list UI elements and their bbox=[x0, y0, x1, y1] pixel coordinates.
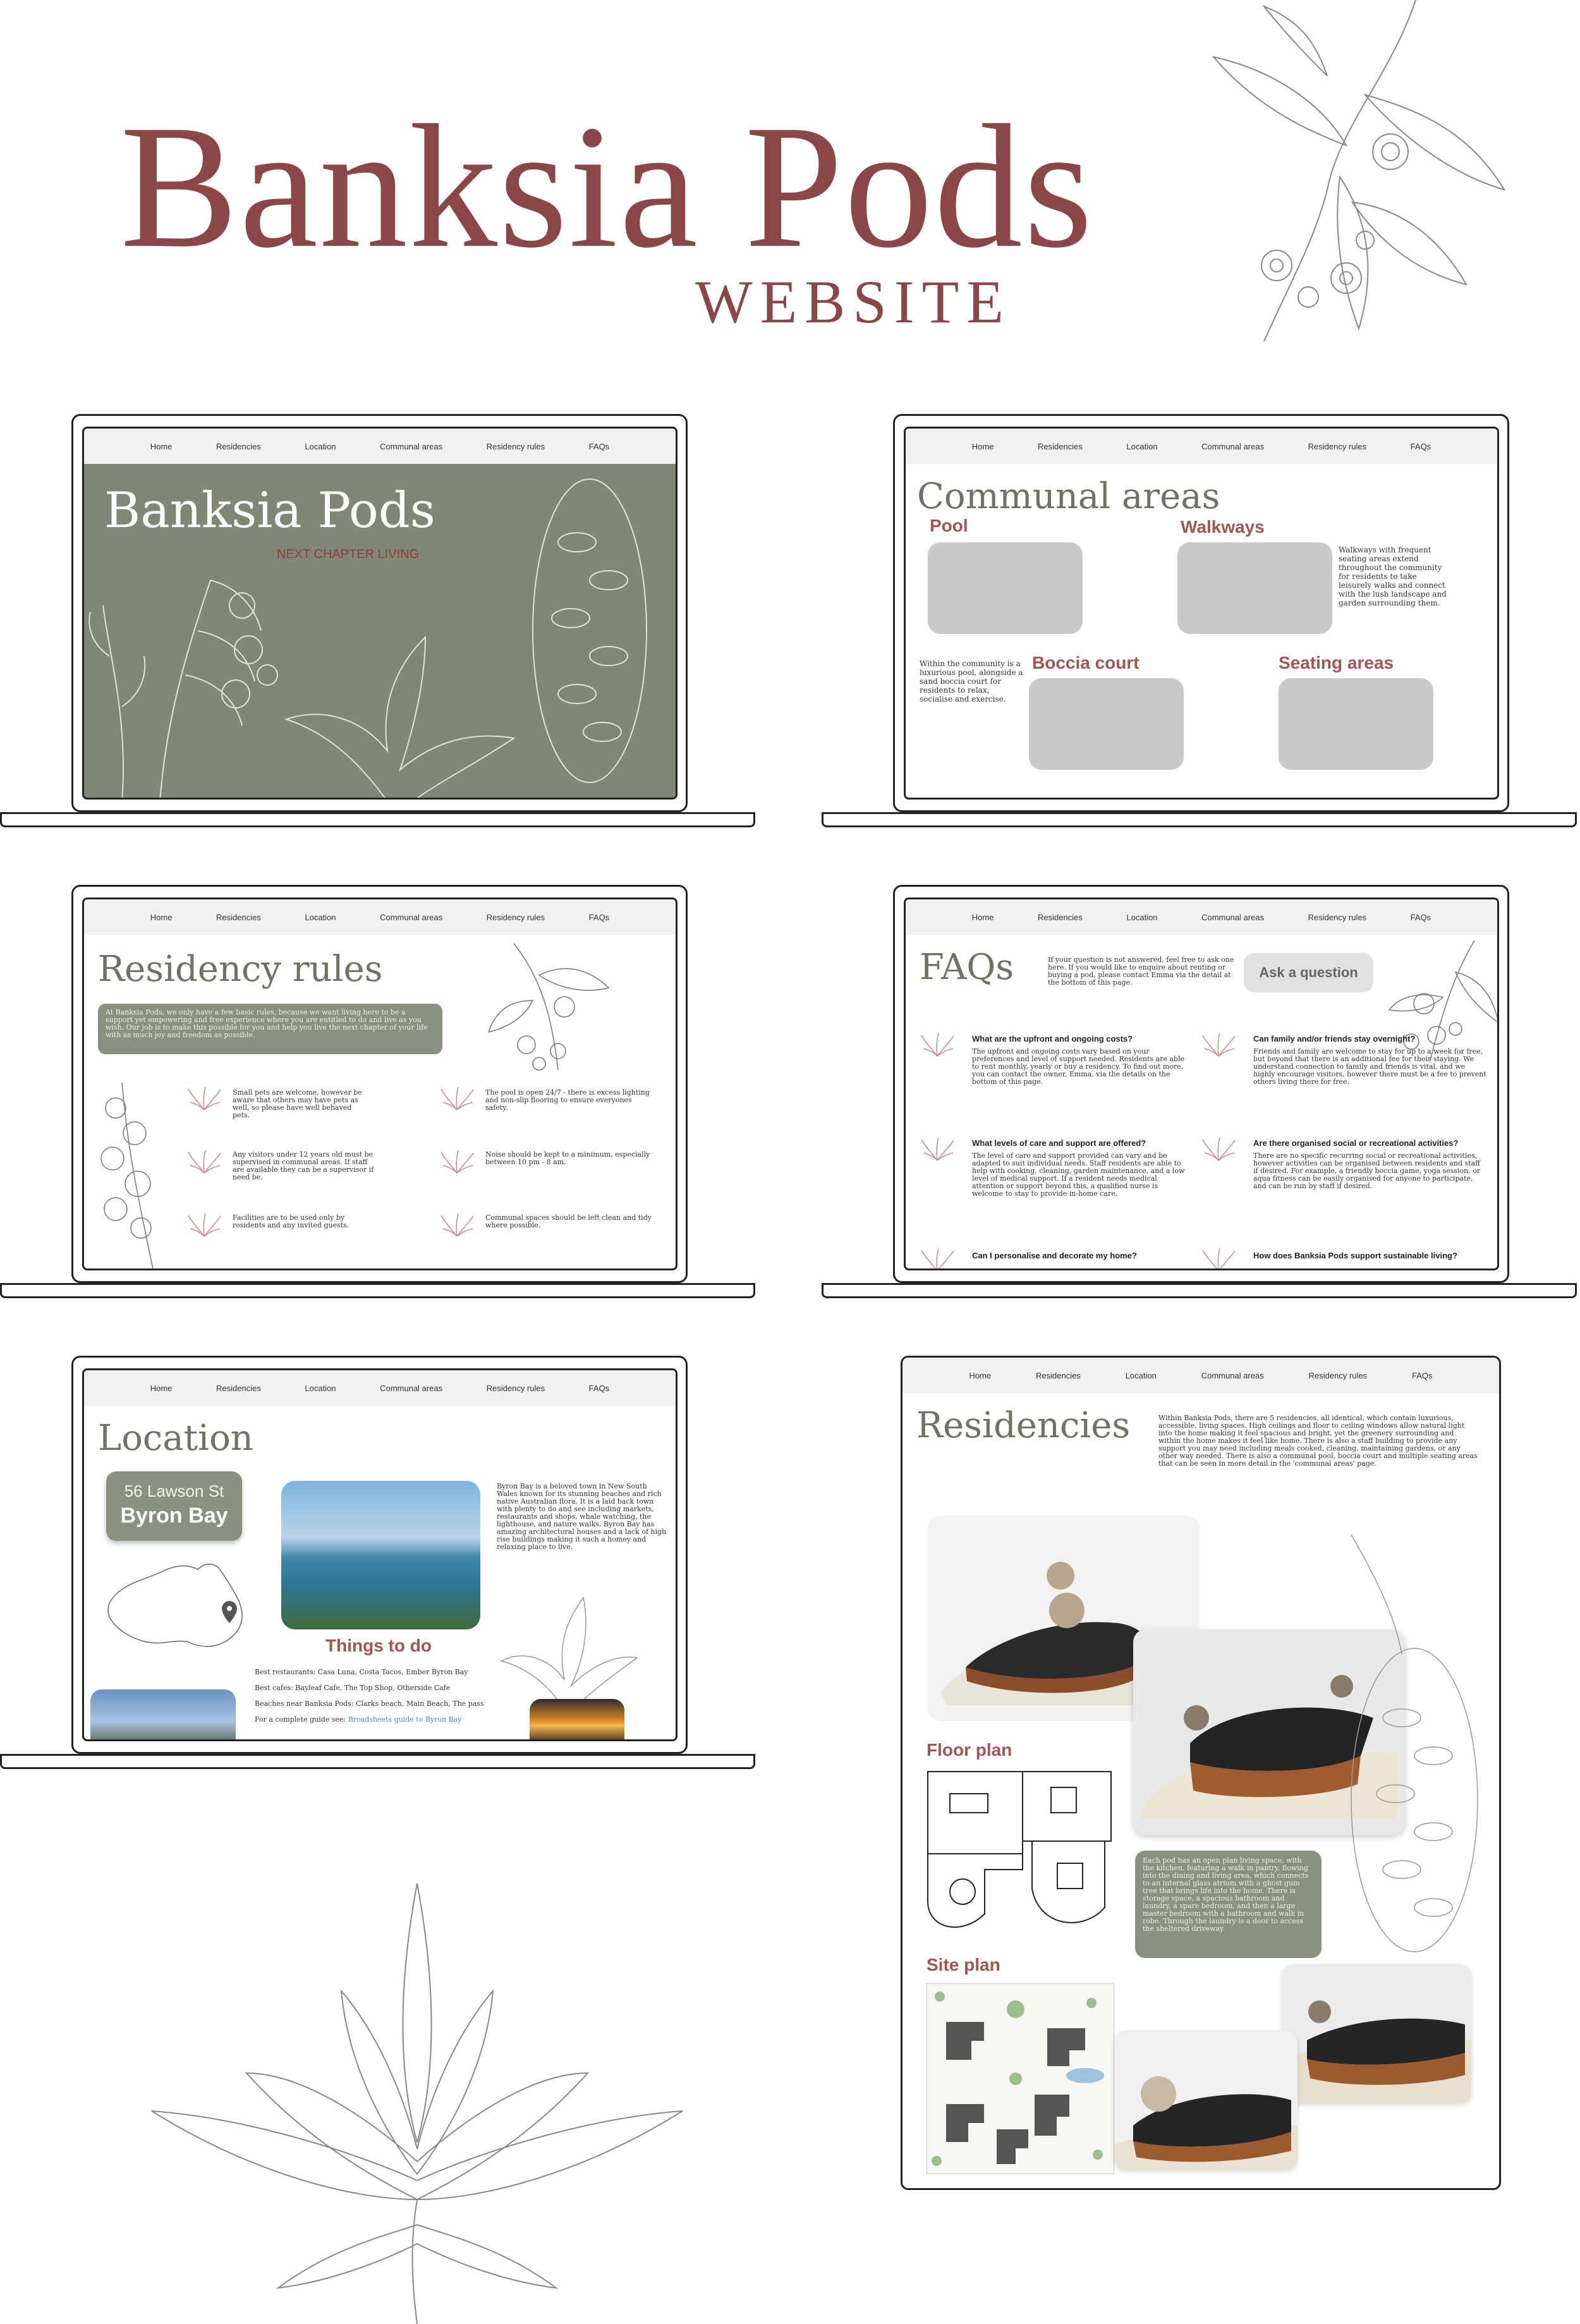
protea-icon bbox=[185, 1086, 223, 1111]
hero-subtitle: WEBSITE bbox=[695, 268, 1011, 336]
page-title: Location bbox=[98, 1418, 253, 1459]
faq-answer-2: Friends and family are welcome to stay for up to a week for free, but beyond that there is an additional fee for their staying. We understand connection to family and friends is vital, and we highly encourage visitors, however there must be a fee to prevent others living there for free. bbox=[1253, 1047, 1486, 1086]
site-plan-heading: Site plan bbox=[927, 1955, 1000, 1974]
nav-residencies[interactable]: Residencies bbox=[1036, 1370, 1081, 1380]
pod-description: Each pod has an open plan living space, with the kitchen, featuring a walk in pantry, flowing into the dining and living area, which connects to an internal glass atrium with a ghost gum tree that brings life into the home. There is storage space, a spacious bathroom and laundry, a spare bedroom, and then a large master bedroom with a bathroom and walk in robe. Through the laundry is a door to access the sheltered driveway. bbox=[1135, 1851, 1322, 1958]
laptop-communal bbox=[822, 414, 1577, 837]
nav-residencies[interactable]: Residencies bbox=[1038, 441, 1083, 451]
protea-icon bbox=[1200, 1136, 1237, 1162]
top-nav bbox=[906, 429, 1497, 464]
nav-location[interactable]: Location bbox=[1126, 912, 1158, 922]
rule-6: Communal spaces should be left clean and tidy where possible. bbox=[485, 1214, 652, 1229]
nav-faqs[interactable]: FAQs bbox=[588, 441, 610, 451]
address-card bbox=[106, 1471, 242, 1541]
australia-map bbox=[103, 1557, 255, 1652]
protea-icon bbox=[438, 1086, 476, 1111]
nav-rules[interactable]: Residency rules bbox=[1308, 1370, 1368, 1380]
things-1: Best restaurants: Casa Luna, Costa Tacos, Ember Byron Bay bbox=[255, 1668, 468, 1676]
nav-faqs[interactable]: FAQs bbox=[588, 912, 610, 922]
nav-rules[interactable]: Residency rules bbox=[486, 1383, 545, 1393]
nav-home[interactable]: Home bbox=[150, 441, 173, 451]
nav-communal[interactable]: Communal areas bbox=[1201, 912, 1265, 922]
faq-question-4[interactable]: Are there organised social or recreational activities? bbox=[1253, 1138, 1459, 1148]
protea-icon bbox=[438, 1149, 476, 1174]
gum-branch-illustration bbox=[489, 937, 615, 1076]
rules-intro: At Banksia Pods, we only have a few basic rules, because we want living here to be a support yet empowering and free experience where you are entitled to do and live as you wish. Our job is to make this possible for you and help you live the next chapter of your life with as much joy and freedom as possible. bbox=[98, 1004, 442, 1054]
nav-rules[interactable]: Residency rules bbox=[486, 441, 545, 451]
page-title: FAQs bbox=[920, 947, 1014, 988]
pool-image bbox=[928, 542, 1083, 634]
hero-title: Banksia Pods bbox=[120, 88, 1094, 284]
laptop-rules bbox=[0, 885, 755, 1308]
nav-faqs[interactable]: FAQs bbox=[1410, 441, 1431, 451]
page-title: Residencies bbox=[916, 1405, 1131, 1446]
faqs-screen bbox=[904, 897, 1499, 1270]
nav-faqs[interactable]: FAQs bbox=[1411, 1370, 1433, 1380]
protea-icon bbox=[918, 1136, 956, 1162]
location-about: Byron Bay is a beloved town in New South Wales known for its stunning beaches and rich native Australian flora. It is a laid back town with plenty to do and see including markets, restaurants and shops, whale watching, the lighthouse, and nature walks. Byron Bay has amazing architectural houses and a lack of high rise buildings making it such a homey and relaxing place to live. bbox=[497, 1482, 667, 1551]
nav-communal[interactable]: Communal areas bbox=[380, 441, 443, 451]
protea-icon bbox=[1200, 1032, 1237, 1057]
protea-icon bbox=[1200, 1247, 1237, 1270]
byron-photo bbox=[90, 1689, 236, 1741]
protea-icon bbox=[185, 1149, 223, 1174]
faqs-intro: If your question is not answered, feel free to ask one here. If you would like to enquire about renting or buying a pod, please contact Emma via the detail at the bottom of this page. bbox=[1048, 956, 1234, 987]
home-screen bbox=[82, 427, 678, 800]
rule-1: Small pets are welcome, however be aware that others may have pets as well, so please have well behaved pets. bbox=[233, 1088, 362, 1119]
rules-screen bbox=[82, 897, 678, 1270]
protea-icon bbox=[438, 1212, 476, 1238]
nav-communal[interactable]: Communal areas bbox=[380, 1383, 443, 1393]
things-heading: Things to do bbox=[325, 1636, 432, 1655]
nav-location[interactable]: Location bbox=[1126, 441, 1158, 451]
nav-residencies[interactable]: Residencies bbox=[216, 441, 261, 451]
flora-illustration bbox=[84, 466, 678, 800]
guide-line bbox=[255, 1716, 545, 1724]
nav-home[interactable]: Home bbox=[971, 912, 994, 922]
ask-question-button[interactable]: Ask a question bbox=[1244, 953, 1373, 992]
beach-photo bbox=[281, 1481, 480, 1629]
address-line-1: 56 Lawson St bbox=[124, 1481, 224, 1500]
faq-answer-4: There are no specific recurring social or recreational activities, however activities can be organised between residents and staff if desired. For example, a friendly boccia game, yoga session, or aqua fitness can be easily organised for anyone to participate, and can be run by staff if desired. bbox=[1253, 1152, 1481, 1190]
rule-2: The pool is open 24/7 - there is excess lighting and non-slip flooring to ensure everyones safety. bbox=[485, 1088, 650, 1112]
nav-rules[interactable]: Residency rules bbox=[486, 912, 545, 922]
faq-question-3[interactable]: What levels of care and support are offered? bbox=[972, 1138, 1146, 1148]
nav-location[interactable]: Location bbox=[305, 1383, 336, 1393]
rule-4: Noise should be kept to a minimum, especially between 10 pm - 8 am. bbox=[485, 1150, 650, 1166]
top-nav bbox=[906, 899, 1497, 935]
eucalyptus-illustration bbox=[90, 1070, 173, 1270]
top-nav bbox=[84, 429, 676, 464]
nav-faqs[interactable]: FAQs bbox=[1410, 912, 1431, 922]
model-photo-4 bbox=[1114, 2031, 1297, 2170]
rule-5: Facilities are to be used only by residents and any invited guests. bbox=[233, 1214, 349, 1229]
faq-question-2[interactable]: Can family and/or friends stay overnight? bbox=[1253, 1034, 1416, 1043]
residencies-intro: Within Banksia Pods, there are 5 residencies, all identical, which contain luxurious, accessible, living spaces. High ceilings and floor to ceiling windows allow natural light into the home making it feel spacious and bright, yet the greenery surrounding and within the home makes it feel like home. There is also a staff building to provide any support you may need including meals cooked, cleaning, maintaining gardens, or any other way needed. There is also a communal pool, boccia court and multiple seating areas that can be seen in more detail in the 'communal areas' page. bbox=[1158, 1414, 1478, 1468]
nav-residencies[interactable]: Residencies bbox=[216, 1383, 261, 1393]
seating-image bbox=[1279, 678, 1433, 770]
pool-text: Within the community is a luxurious pool, alongside a sand boccia court for residents to relax, socialise and exercise. bbox=[920, 659, 1023, 703]
walkways-text: Walkways with frequent seating areas extend throughout the community for residents to take leisurely walks and connect with the lush landscape and garden surrounding them. bbox=[1339, 545, 1447, 607]
gum-branch-illustration bbox=[1201, 0, 1529, 354]
protea-illustration bbox=[139, 1846, 695, 2324]
nav-location[interactable]: Location bbox=[305, 441, 336, 451]
floor-plan-heading: Floor plan bbox=[927, 1740, 1012, 1760]
communal-screen bbox=[904, 427, 1499, 800]
nav-home[interactable]: Home bbox=[150, 1383, 173, 1393]
page-title: Residency rules bbox=[98, 949, 383, 990]
nav-rules[interactable]: Residency rules bbox=[1308, 441, 1367, 451]
things-2: Best cafes: Bayleaf Cafe, The Top Shop, Otherside Cafe bbox=[255, 1684, 451, 1692]
nav-communal[interactable]: Communal areas bbox=[1201, 1370, 1264, 1380]
walkways-image bbox=[1177, 542, 1332, 634]
nav-faqs[interactable]: FAQs bbox=[588, 1383, 610, 1393]
rule-3: Any visitors under 12 years old must be supervised in communal areas. If staff are available they can be a supervisor if need be. bbox=[233, 1150, 374, 1181]
boccia-heading: Boccia court bbox=[1032, 653, 1139, 672]
protea-icon bbox=[918, 1032, 956, 1057]
model-photo-3 bbox=[1282, 1964, 1471, 2103]
faq-question-6[interactable]: How does Banksia Pods support sustainable living? bbox=[1253, 1251, 1457, 1260]
top-nav bbox=[84, 1370, 676, 1406]
nav-residencies[interactable]: Residencies bbox=[1038, 912, 1083, 922]
walkways-heading: Walkways bbox=[1181, 517, 1265, 537]
nav-home[interactable]: Home bbox=[971, 441, 994, 451]
protea-icon bbox=[918, 1247, 956, 1270]
nav-location[interactable]: Location bbox=[1125, 1370, 1157, 1380]
faq-answer-3: The level of care and support provided can vary and be adapted to suit individual needs. Staff residents are able to help with cooking, cleaning, garden maintenance, and a low level of medical support. If a resident needs medical attention or support beyond this, a qualified nurse is welcome to stay to provide in-home care. bbox=[972, 1152, 1185, 1198]
nav-home[interactable]: Home bbox=[150, 912, 173, 922]
boccia-image bbox=[1029, 678, 1184, 770]
address-line-2: Byron Bay bbox=[120, 1504, 228, 1528]
laptop-home bbox=[0, 414, 755, 837]
nav-communal[interactable]: Communal areas bbox=[380, 912, 443, 922]
nav-rules[interactable]: Residency rules bbox=[1308, 912, 1367, 922]
protea-illustration bbox=[489, 1585, 640, 1712]
home-tagline: NEXT CHAPTER LIVING bbox=[277, 547, 420, 561]
location-pin-icon bbox=[222, 1601, 237, 1623]
laptop-location bbox=[0, 1356, 755, 1779]
seating-heading: Seating areas bbox=[1279, 653, 1394, 672]
things-3: Beaches near Banksia Pods: Clarks beach, Main Beach, The pass bbox=[255, 1700, 484, 1708]
page-title: Communal areas bbox=[917, 476, 1220, 517]
home-title: Banksia Pods bbox=[104, 482, 435, 539]
floor-plan-drawing bbox=[925, 1768, 1114, 1939]
laptop-faqs bbox=[822, 885, 1577, 1308]
faq-answer-1: The upfront and ongoing costs vary based on your preferences and level of support needed. Residents are able to rent monthly, yearly or buy a residency. To find out more, you can contact the owner, Emma, via the details on the bottom of this page. bbox=[972, 1047, 1185, 1086]
nav-residencies[interactable]: Residencies bbox=[216, 912, 261, 922]
guide-prefix: For a complete guide see: bbox=[255, 1715, 348, 1724]
top-nav bbox=[84, 899, 676, 935]
banksia-illustration bbox=[1313, 1528, 1497, 1958]
protea-icon bbox=[185, 1212, 223, 1238]
faq-question-5[interactable]: Can I personalise and decorate my home? bbox=[972, 1251, 1137, 1260]
faq-question-1[interactable]: What are the upfront and ongoing costs? bbox=[972, 1034, 1133, 1043]
location-screen bbox=[82, 1368, 678, 1741]
pool-heading: Pool bbox=[930, 516, 968, 535]
site-plan-drawing bbox=[927, 1983, 1114, 2174]
nav-communal[interactable]: Communal areas bbox=[1201, 441, 1265, 451]
nav-location[interactable]: Location bbox=[305, 912, 336, 922]
guide-link[interactable]: Broadsheets guide to Byron Bay bbox=[348, 1715, 462, 1724]
residencies-page bbox=[901, 1356, 1501, 2190]
sunset-photo bbox=[530, 1699, 624, 1741]
top-nav bbox=[902, 1358, 1499, 1393]
nav-home[interactable]: Home bbox=[969, 1370, 992, 1380]
